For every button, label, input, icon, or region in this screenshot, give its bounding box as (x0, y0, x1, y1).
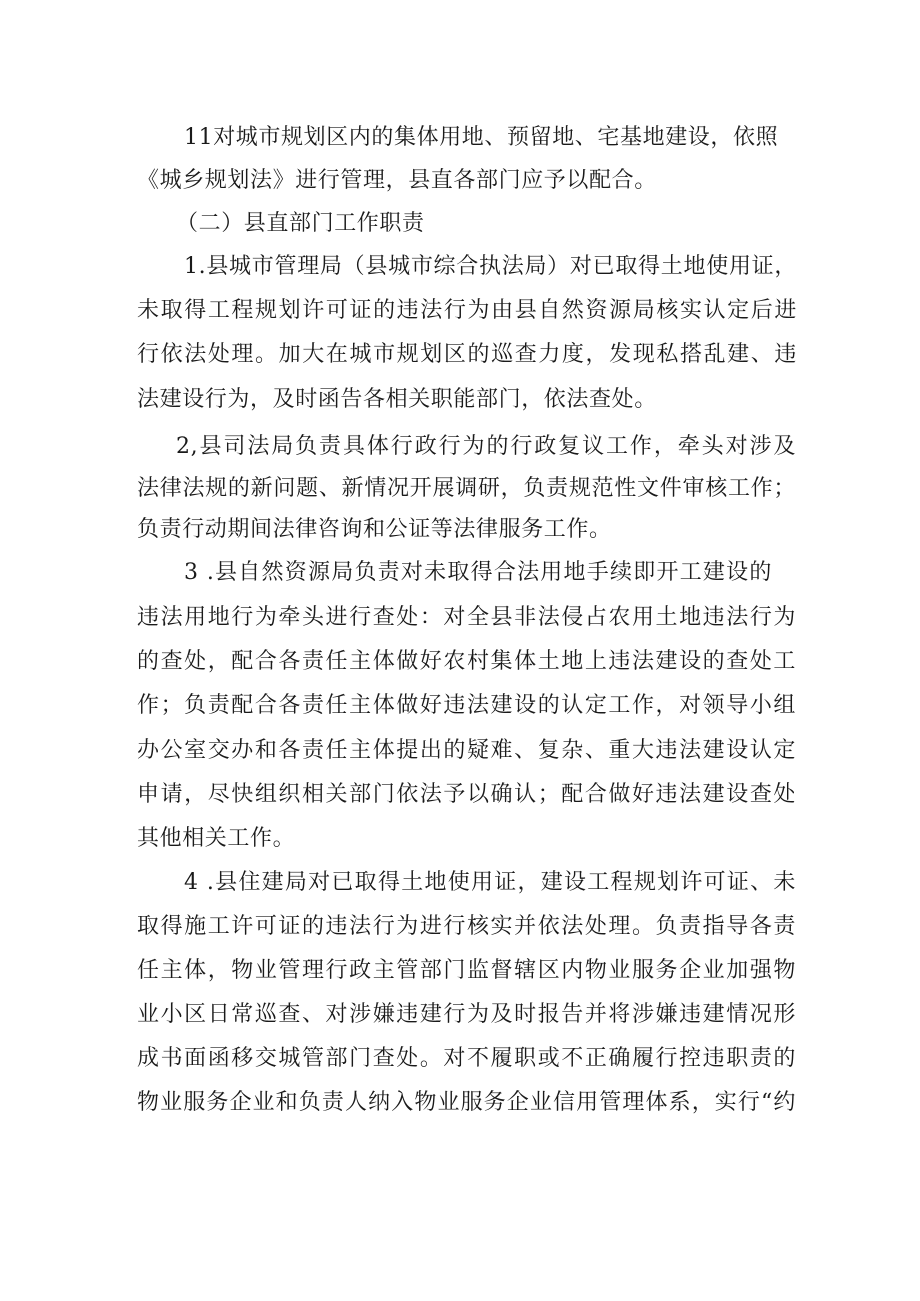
text-line: 的查处，配合各责任主体做好农村集体土地上违法建设的查处工 (137, 649, 796, 674)
text-line: 成书面函移交城管部门查处。对不履职或不正确履行控违职责的 (137, 1046, 796, 1071)
text-line: 法律法规的新问题、新情况开展调研，负责规范性文件审核工作； (137, 476, 796, 501)
text-line: 其他相关工作。 (137, 826, 296, 851)
text-line: 法建设行为，及时函告各相关职能部门，依法查处。 (137, 387, 657, 412)
text-line: 3 .县自然资源局负责对未取得合法用地手续即开工建设的 (184, 560, 772, 585)
text-line: 申请，尽快组织相关部门依法予以确认；配合做好违法建设查处 (137, 782, 796, 807)
text-line: 业小区日常巡查、对涉嫌违建行为及时报告并将涉嫌违建情况形 (137, 1002, 796, 1027)
text-line: 作；负责配合各责任主体做好违法建设的认定工作，对领导小组 (137, 693, 796, 718)
text-line: 物业服务企业和负责人纳入物业服务企业信用管理体系，实行“约 (137, 1090, 796, 1115)
text-line: 2,县司法局负责具体行政行为的行政复议工作，牵头对涉及 (176, 434, 796, 459)
text-line: 1.县城市管理局（县城市综合执法局）对已取得土地使用证， (184, 254, 797, 279)
text-line: 违法用地行为牵头进行查处：对全县非法侵占农用土地违法行为 (137, 605, 796, 630)
text-line: 《城乡规划法》进行管理，县直各部门应予以配合。 (137, 168, 657, 193)
section-heading: （二）县直部门工作职责 (176, 211, 425, 236)
text-line: 行依法处理。加大在城市规划区的巡查力度，发现私搭乱建、违 (137, 342, 797, 367)
text-line: 未取得工程规划许可证的违法行为由县自然资源局核实认定后进 (137, 298, 797, 323)
text-line: 4 .县住建局对已取得土地使用证，建设工程规划许可证、未 (184, 870, 796, 895)
text-line: 办公室交办和各责任主体提出的疑难、复杂、重大违法建设认定 (137, 738, 796, 763)
text-line: 任主体，物业管理行政主管部门监督辖区内物业服务企业加强物 (137, 958, 796, 983)
text-line: 11对城市规划区内的集体用地、预留地、宅基地建设，依照 (184, 125, 779, 150)
text-line: 取得施工许可证的违法行为进行核实并依法处理。负责指导各责 (137, 914, 796, 939)
text-line: 负责行动期间法律咨询和公证等法律服务工作。 (137, 517, 612, 542)
